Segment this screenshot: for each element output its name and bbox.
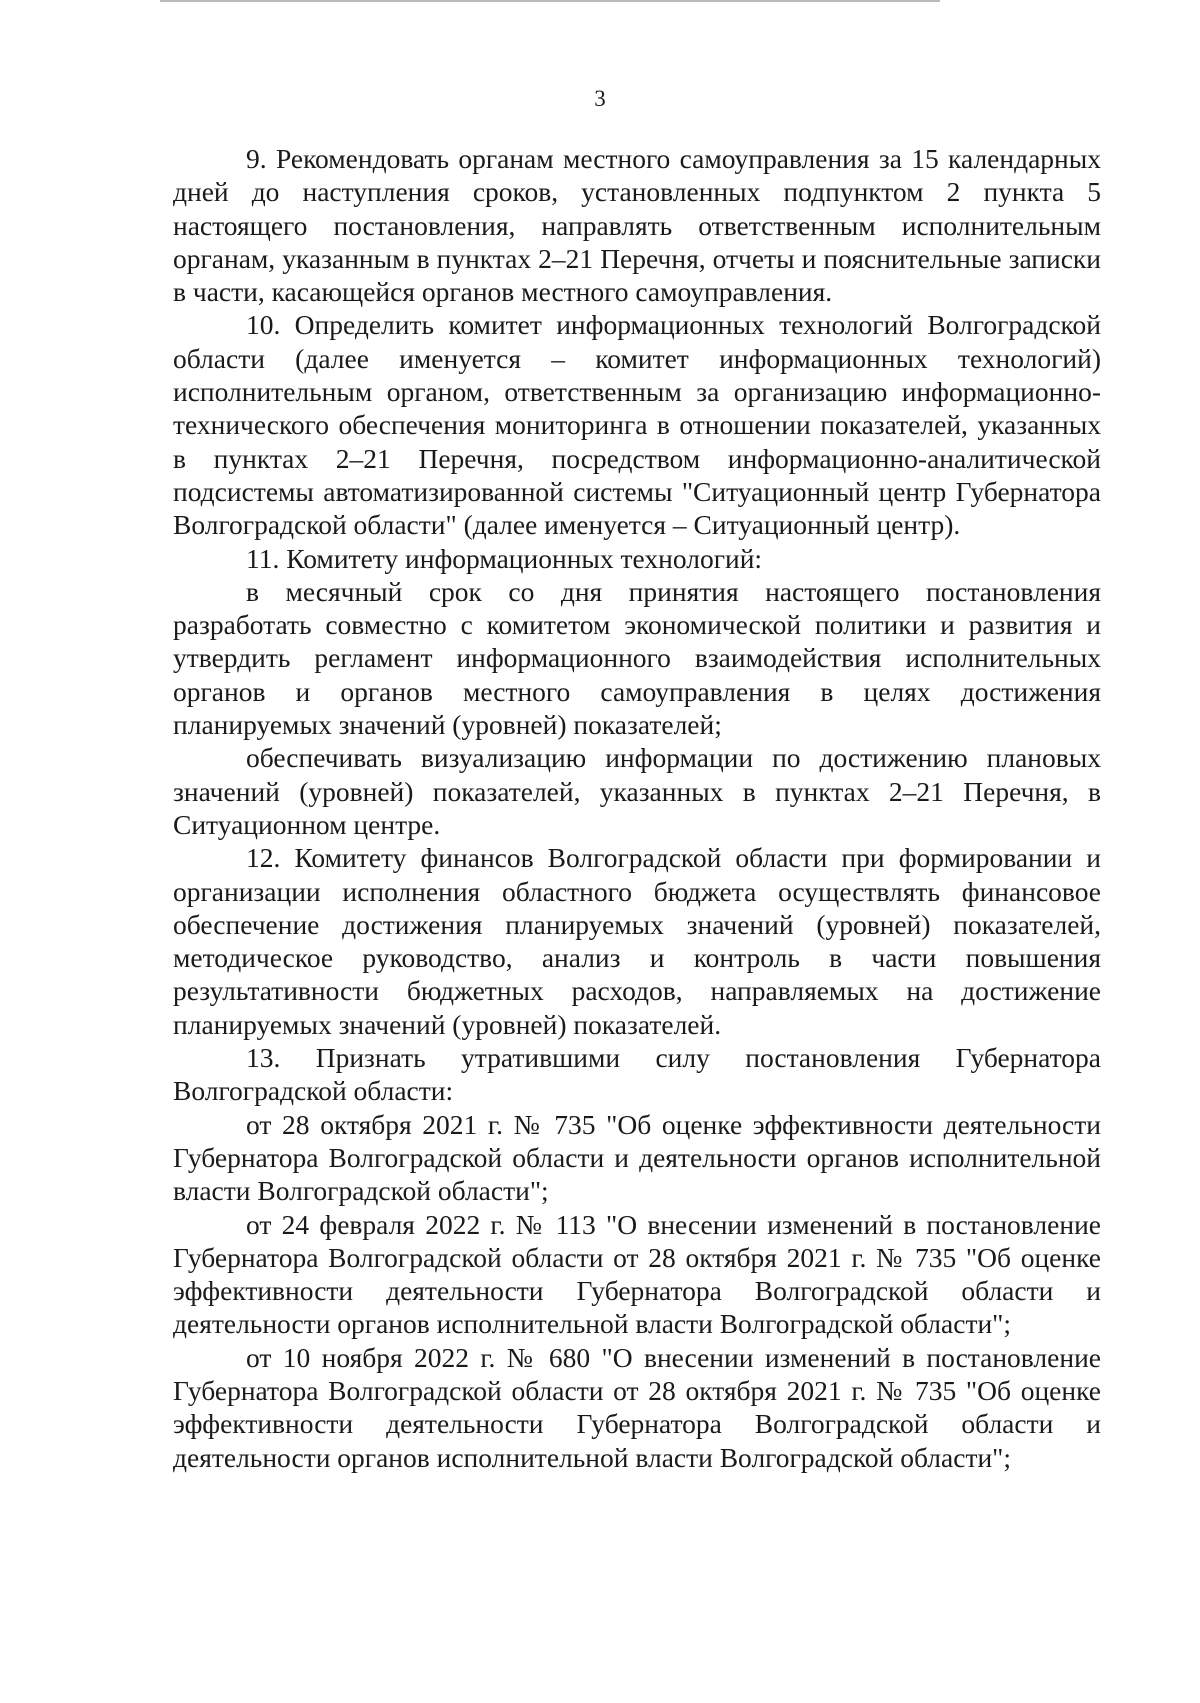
paragraph-13-item-3: от 10 ноября 2022 г. № 680 "О внесении изменений в постановление Губернатора Волгоградской области от 28 октября 2021 г. № 735 "Об оценке эффективности деятельности Губернатора Волгоградской области и деятельности органов исполнительной власти Волгоградской области"; [173, 1341, 1101, 1473]
paragraph-13-item-1: от 28 октября 2021 г. № 735 "Об оценке эффективности деятельности Губернатора Волгоградской области и деятельности органов исполнительной власти Волгоградской области"; [173, 1108, 1101, 1207]
paragraph-9: 9. Рекомендовать органам местного самоуправления за 15 календарных дней до наступления сроков, установленных подпунктом 2 пункта 5 настоящего постановления, направлять ответственным исполнительным органам, указанным в пунктах 2–21 Перечня, отчеты и пояснительные записки в части, касающейся органов местного самоуправления. [173, 143, 1101, 308]
scan-edge-line [160, 0, 940, 2]
page-number: 3 [594, 86, 606, 111]
document-body [173, 142, 1101, 1474]
paragraph-11-item-1: в месячный срок со дня принятия настоящего постановления разработать совместно с комитетом экономической политики и развития и утвердить регламент информационного взаимодействия исполнительных органов и органов местного самоуправления в целях достижения планируемых значений (уровней) показателей; [173, 575, 1101, 741]
paragraph-13-item-2: от 24 февраля 2022 г. № 113 "О внесении изменений в постановление Губернатора Волгоградской области от 28 октября 2021 г. № 735 "Об оценке эффективности деятельности Губернатора Волгоградской области и деятельности органов исполнительной власти Волгоградской области"; [173, 1208, 1101, 1340]
paragraph-12: 12. Комитету финансов Волгоградской области при формировании и организации исполнения областного бюджета осуществлять финансовое обеспечение достижения планируемых значений (уровней) показателей, методическое руководство, анализ и контроль в части повышения результативности бюджетных расходов, направляемых на достижение планируемых значений (уровней) показателей. [173, 842, 1101, 1040]
paragraph-11: 11. Комитету информационных технологий: [246, 542, 763, 574]
paragraph-13: 13. Признать утратившими силу постановления Губернатора Волгоградской области: [173, 1042, 1101, 1107]
paragraph-10: 10. Определить комитет информационных технологий Волгоградской области (далее именуется – комитет информационных технологий) исполнительным органом, ответственным за организацию информационно-технического обеспечения мониторинга в отношении показателей, указанных в пунктах 2–21 Перечня, посредством информационно-аналитической подсистемы автоматизированной системы "Ситуационный центр Губернатора Волгоградской области" (далее именуется – Ситуационный центр). [173, 309, 1101, 541]
paragraph-11-item-2: обеспечивать визуализацию информации по достижению плановых значений (уровней) показателей, указанных в пунктах 2–21 Перечня, в Ситуационном центре. [173, 742, 1101, 840]
